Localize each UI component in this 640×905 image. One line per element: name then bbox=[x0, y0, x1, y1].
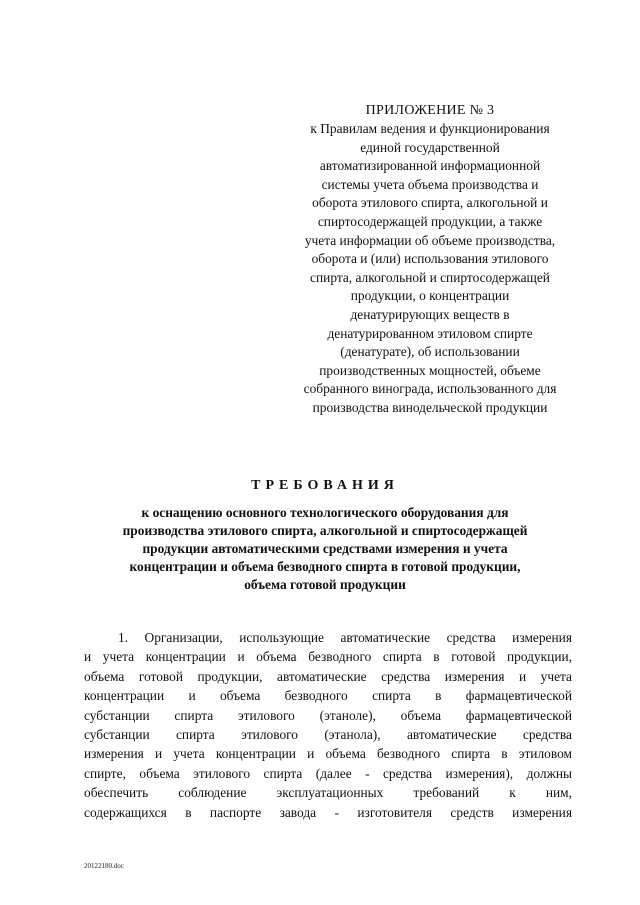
appendix-line: производственных мощностей, объеме bbox=[319, 362, 541, 378]
paragraph-line: измерения и учета концентрации и объема безводного спирта в этиловом bbox=[84, 746, 572, 762]
paragraph-line: содержащихся в паспорте завода - изготовителя средств измерения bbox=[84, 804, 572, 820]
appendix-line: денатурирующих веществ в bbox=[350, 306, 510, 322]
appendix-line: собранного винограда, использованного для bbox=[303, 381, 557, 397]
appendix-subtitle bbox=[285, 120, 575, 418]
paragraph-line: обеспечить соблюдение эксплуатационных требований к ним, bbox=[84, 785, 572, 801]
subtitle-line: объема готовой продукции bbox=[244, 577, 406, 592]
paragraph-line: спирте, объема этилового спирта (далее - средства измерения), должны bbox=[84, 765, 572, 781]
paragraph-line: 1. Организации, использующие автоматические средства измерения bbox=[118, 630, 572, 645]
appendix-line: оборота и (или) использования этилового bbox=[311, 251, 549, 267]
appendix-line: (денатурате), об использовании bbox=[340, 344, 520, 360]
appendix-line: спирта, алкогольной и спиртосодержащей bbox=[310, 269, 550, 285]
paragraph-line: объема готовой продукции, автоматические средства измерения и учета bbox=[84, 668, 572, 684]
paragraph-line: и учета концентрации и объема безводного спирта в готовой продукции, bbox=[84, 649, 572, 665]
paragraph-line: субстанции спирта этилового (этаноле), объема фармацевтической bbox=[84, 707, 572, 723]
appendix-line: спиртосодержащей продукции, а также bbox=[317, 213, 543, 229]
paragraph-line: концентрации и объема безводного спирта в фармацевтической bbox=[84, 688, 572, 704]
document-subtitle bbox=[60, 504, 590, 594]
subtitle-line: концентрации и объема безводного спирта в готовой продукции, bbox=[129, 559, 521, 574]
appendix-line: к Правилам ведения и функционирования bbox=[310, 121, 550, 136]
document-title: ТРЕБОВАНИЯ bbox=[251, 478, 399, 493]
subtitle-line: продукции автоматическими средствами измерения и учета bbox=[142, 541, 508, 556]
paragraph-line: субстанции спирта этилового (этанола), автоматические средства bbox=[84, 727, 572, 743]
subtitle-line: к оснащению основного технологического оборудования для bbox=[141, 505, 509, 520]
appendix-line: системы учета объема производства и bbox=[321, 176, 539, 192]
appendix-line: оборота этилового спирта, алкогольной и bbox=[312, 195, 548, 211]
appendix-line: учета информации об объеме производства, bbox=[304, 232, 556, 248]
appendix-line: производства винодельческой продукции bbox=[312, 399, 548, 415]
paragraph-1 bbox=[84, 628, 572, 822]
appendix-line: единой государственной bbox=[360, 139, 500, 155]
appendix-line: автоматизированной информационной bbox=[319, 158, 541, 174]
appendix-title: ПРИЛОЖЕНИЕ № 3 bbox=[365, 103, 495, 118]
subtitle-line: производства этилового спирта, алкогольной и спиртосодержащей bbox=[122, 523, 528, 538]
appendix-header bbox=[285, 101, 575, 418]
footer-filename: 20122180.doc bbox=[84, 862, 124, 870]
appendix-line: денатурированном этиловом спирте bbox=[327, 325, 533, 341]
appendix-line: продукции, о концентрации bbox=[350, 288, 510, 304]
